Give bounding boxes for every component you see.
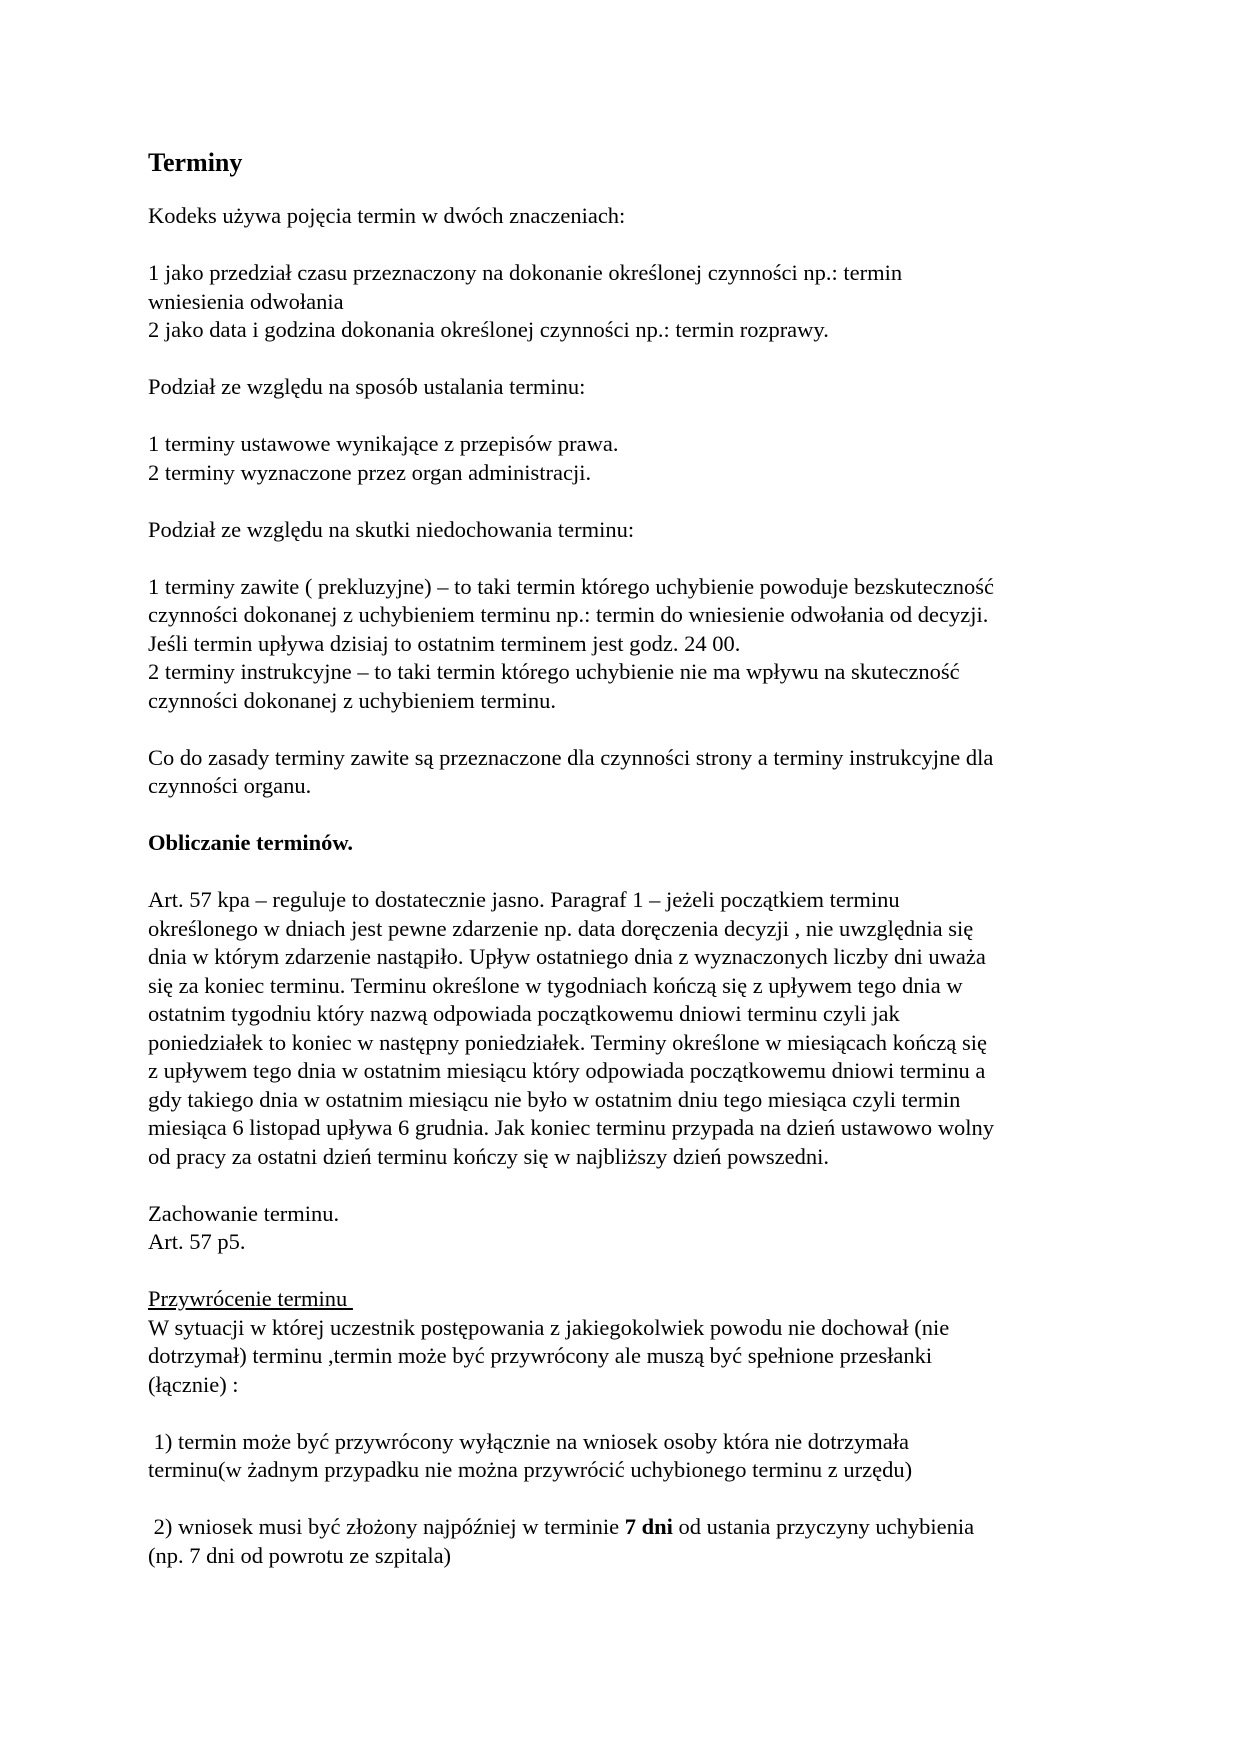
division-1-item: 2 terminy wyznaczone przez organ administracji. bbox=[148, 459, 592, 485]
calculation-line: gdy takiego dnia w ostatnim miesiącu nie było w ostatnim dniu tego miesiąca czyli termin bbox=[148, 1086, 961, 1112]
meaning-1-line-2: wniesienia odwołania bbox=[148, 288, 344, 314]
calculation-line: ostatnim tygodniu który nazwą odpowiada początkowemu dniowi terminu czyli jak bbox=[148, 1001, 900, 1026]
meaning-2-line-1: 2 jako data i godzina dokonania określonej czynności np.: termin rozprawy. bbox=[148, 317, 829, 342]
calculation-line: poniedziałek to koniec w następny poniedziałek. Terminy określone w miesiącach kończą się bbox=[148, 1029, 987, 1055]
calculation-line: od pracy za ostatni dzień terminu kończy się w najbliższy dzień powszedni. bbox=[148, 1143, 830, 1169]
condition-2-deadline: 7 dni bbox=[624, 1514, 673, 1539]
division-1-heading: Podział ze względu na sposób ustalania terminu: bbox=[148, 374, 586, 399]
division-2-line: czynności dokonanej z uchybieniem terminu np.: termin do wniesienie odwołania od decyzji. bbox=[148, 602, 989, 627]
division-1-item: 1 terminy ustawowe wynikające z przepisów prawa. bbox=[148, 431, 619, 456]
condition-2-line-2: (np. 7 dni od powrotu ze szpitala) bbox=[148, 1542, 452, 1568]
meaning-1-line-1: 1 jako przedział czasu przeznaczony na dokonanie określonej czynności np.: termin bbox=[148, 260, 903, 285]
restore-line: (łącznie) : bbox=[148, 1371, 239, 1397]
condition-2-line-1 bbox=[148, 1513, 1110, 1542]
division-2-line: 1 terminy zawite ( prekluzyjne) – to taki termin którego uchybienie powoduje bezskuteczność bbox=[148, 573, 994, 599]
principle-line: czynności organu. bbox=[148, 773, 312, 798]
calculation-line: z upływem tego dnia w ostatnim miesiącu który odpowiada początkowemu dniowi terminu a bbox=[148, 1058, 986, 1083]
calculation-line: miesiąca 6 listopad upływa 6 grudnia. Jak koniec terminu przypada na dzień ustawowo wolny bbox=[148, 1115, 995, 1140]
condition-1-line: terminu(w żadnym przypadku nie można przywrócić uchybionego terminu z urzędu) bbox=[148, 1457, 913, 1482]
calculation-line: dnia w którym zdarzenie nastąpiło. Upływ ostatniego dnia z wyznaczonych liczby dni uważa bbox=[148, 944, 986, 969]
calculation-line: się za koniec terminu. Terminu określone w tygodniach kończą się z upływem tego dnia w bbox=[148, 972, 963, 998]
restore-line: dotrzymał) terminu ,termin może być przywrócony ale muszą być spełnione przesłanki bbox=[148, 1343, 933, 1368]
calculation-heading: Obliczanie terminów. bbox=[148, 830, 353, 855]
condition-2-text-after: od ustania przyczyny uchybienia bbox=[672, 1514, 975, 1539]
division-2-line: 2 terminy instrukcyjne – to taki termin którego uchybienie nie ma wpływu na skuteczność bbox=[148, 659, 960, 684]
keeping-heading: Zachowanie terminu. bbox=[148, 1200, 340, 1226]
condition-1-line: 1) termin może być przywrócony wyłącznie na wniosek osoby która nie dotrzymała bbox=[148, 1428, 910, 1454]
division-2-heading: Podział ze względu na skutki niedochowania terminu: bbox=[148, 516, 635, 542]
calculation-line: Art. 57 kpa – reguluje to dostatecznie jasno. Paragraf 1 – jeżeli początkiem terminu bbox=[148, 887, 900, 912]
intro-paragraph: Kodeks używa pojęcia termin w dwóch znaczeniach: bbox=[148, 203, 626, 228]
document-title: Terminy bbox=[148, 148, 243, 177]
condition-2-text-before: 2) wniosek musi być złożony najpóźniej w terminie bbox=[148, 1514, 625, 1539]
calculation-line: określonego w dniach jest pewne zdarzenie np. data doręczenia decyzji , nie uwzględnia się bbox=[148, 915, 974, 941]
principle-line: Co do zasady terminy zawite są przeznaczone dla czynności strony a terminy instrukcyjne dla bbox=[148, 744, 994, 770]
restore-heading: Przywrócenie terminu bbox=[148, 1286, 353, 1311]
division-2-line: Jeśli termin upływa dzisiaj to ostatnim terminem jest godz. 24 00. bbox=[148, 630, 741, 656]
keeping-reference: Art. 57 p5. bbox=[148, 1229, 246, 1254]
restore-line: W sytuacji w której uczestnik postępowania z jakiegokolwiek powodu nie dochował (nie bbox=[148, 1314, 950, 1340]
division-2-line: czynności dokonanej z uchybieniem terminu. bbox=[148, 687, 556, 713]
